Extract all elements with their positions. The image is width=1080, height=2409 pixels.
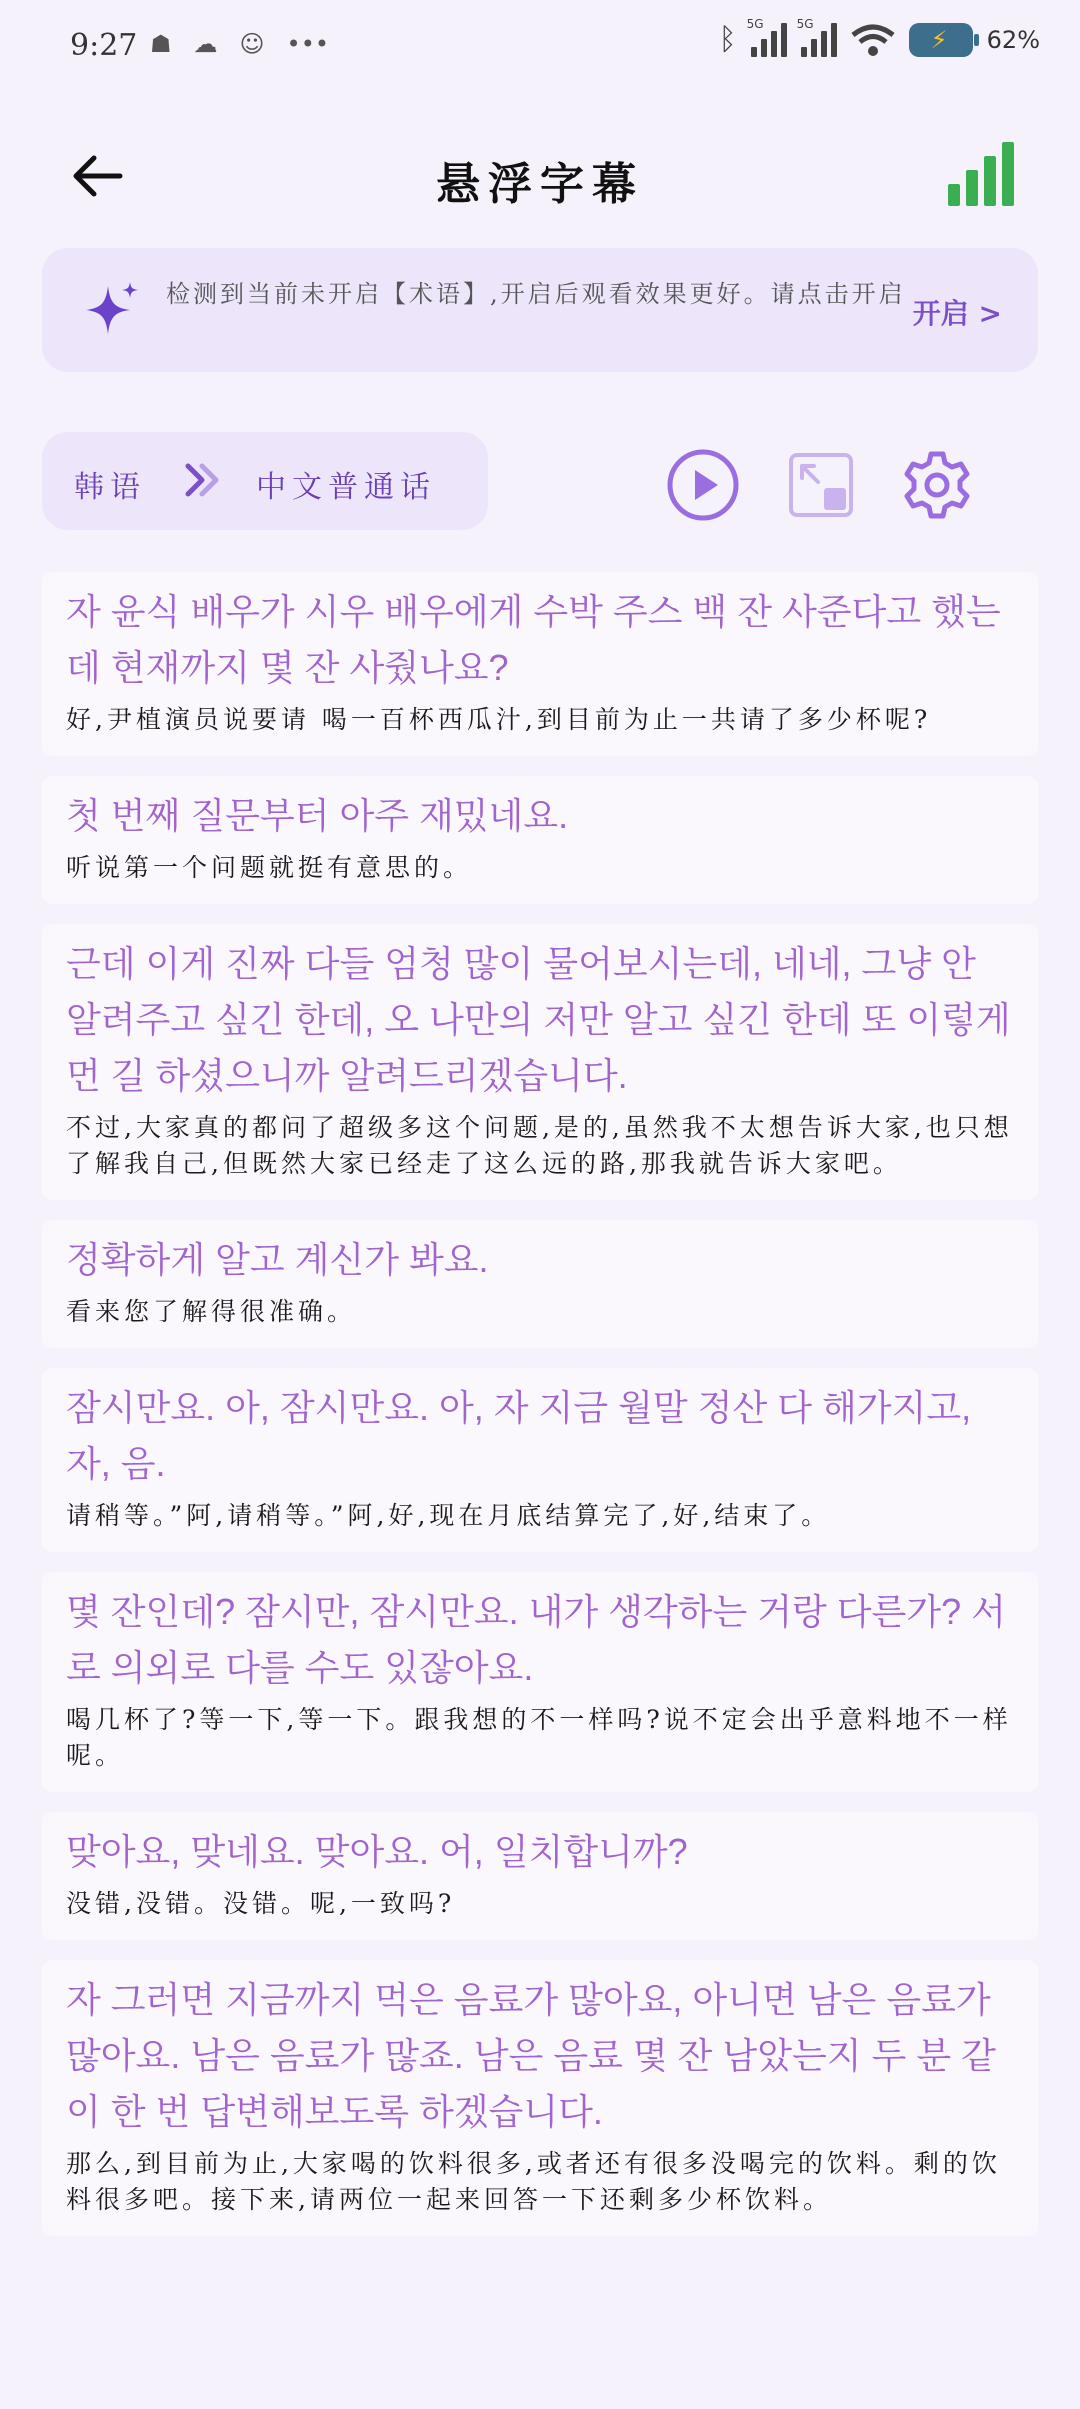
wifi-icon [851,23,895,57]
source-language[interactable]: 韩语 [74,470,146,505]
subtitle-list[interactable] [42,572,1038,2256]
subtitle-korean: 자 윤식 배우가 시우 배우에게 수박 주스 백 잔 사준다고 했는데 현재까지 몇 잔 사줬나요? [66,591,1001,688]
app-header [0,130,1080,220]
status-bar [0,0,1080,100]
subtitle-item [42,776,1038,904]
subtitle-item [42,1572,1038,1792]
subtitle-item [42,924,1038,1200]
subtitle-item [42,1220,1038,1348]
subtitle-korean: 몇 잔인데? 잠시만, 잠시만요. 내가 생각하는 거랑 다른가? 서로 의외로 다를 수도 있잖아요. [66,1591,1006,1688]
subtitle-korean: 첫 번째 질문부터 아주 재밌네요. [66,795,569,836]
double-chevron-right-icon [182,458,226,502]
subtitle-chinese: 没错,没错。没错。呢,一致吗? [66,1889,456,1918]
cell-signal-2-icon: 5G [801,23,837,57]
cell-signal-1-icon: 5G [751,23,787,57]
subtitle-chinese: 不过,大家真的都问了超级多这个问题,是的,虽然我不太想告诉大家,也只想了解我自己,但既然大家已经走了这么远的路,那我就告诉大家吧。 [66,1113,1013,1178]
subtitle-chinese: 好,尹植演员说要请 喝一百杯西瓜汁,到目前为止一共请了多少杯呢? [66,705,932,734]
subtitle-chinese: 请稍等。”阿,请稍等。”阿,好,现在月底结算完了,好,结束了。 [66,1501,831,1530]
float-window-icon[interactable] [784,448,858,522]
status-time: 9:27 [70,28,138,63]
target-language[interactable]: 中文普通话 [256,470,436,505]
status-system-icons [718,16,1040,57]
settings-gear-icon[interactable] [900,448,974,522]
signal-strength-icon [948,142,1014,206]
subtitle-item [42,1368,1038,1552]
subtitle-chinese: 看来您了解得很准确。 [66,1297,357,1326]
subtitle-korean: 자 그러면 지금까지 먹은 음료가 많아요, 아니면 남은 음료가 많아요. 남은 음료가 많죠. 남은 음료 몇 잔 남았는지 두 분 같이 한 번 답변해보도록 하겠습니다. [66,1979,996,2132]
language-selector[interactable] [42,432,488,530]
bluetooth-icon: ᛒ [718,22,737,57]
subtitle-chinese: 听说第一个问题就挺有意思的。 [66,853,473,882]
status-notification-icons [150,30,329,58]
more-dots-icon: ••• [286,30,330,58]
sparkle-icon [84,280,142,338]
subtitle-item [42,1960,1038,2236]
battery-percent: 62% [986,25,1040,54]
play-icon[interactable] [666,448,740,522]
battery-icon: ⚡ [909,23,973,57]
subtitle-item [42,572,1038,756]
terminology-banner [42,248,1038,372]
subtitle-korean: 정확하게 알고 계신가 봐요. [66,1239,489,1280]
page-title: 悬浮字幕 [436,159,644,210]
ghost-icon: ☺ [239,30,265,58]
subtitle-korean: 맞아요, 맞네요. 맞아요. 어, 일치합니까? [66,1831,688,1872]
cloud-icon: ☁ [193,30,218,58]
subtitle-chinese: 那么,到目前为止,大家喝的饮料很多,或者还有很多没喝完的饮料。剩的饮料很多吧。接下来,请两位一起来回答一下还剩多少杯饮料。 [66,2149,1001,2214]
enable-terminology-button[interactable]: 开启 > [912,297,1002,330]
cat-icon: ☗ [150,30,172,58]
subtitle-chinese: 喝几杯了?等一下,等一下。跟我想的不一样吗?说不定会出乎意料地不一样呢。 [66,1705,1012,1770]
subtitle-korean: 근데 이게 진짜 다들 엄청 많이 물어보시는데, 네네, 그냥 안 알려주고 싶긴 한데, 오 나만의 저만 알고 싶긴 한데 또 이렇게 먼 길 하셨으니까 알려드리겠습니다. [66,943,1011,1096]
banner-message: 检测到当前未开启【术语】,开启后观看效果更好。请点击开启 [166,280,906,308]
subtitle-item [42,1812,1038,1940]
subtitle-korean: 잠시만요. 아, 잠시만요. 아, 자 지금 월말 정산 다 해가지고, 자, 음. [66,1387,972,1484]
